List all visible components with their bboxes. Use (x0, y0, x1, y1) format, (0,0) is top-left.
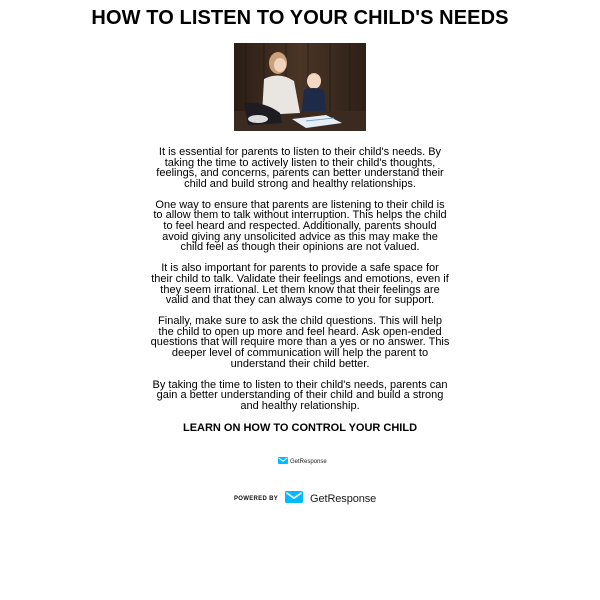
envelope-icon (278, 457, 288, 466)
getresponse-small-logo[interactable] (278, 457, 327, 466)
paragraph-talk-without-interruption: One way to ensure that parents are listening to their child is to allow them to talk without interruption. This helps the child to feel heard and respected. Additionally, parents should avoid giving any unsolicited advice as this may make the child feel as though their opinions are not valued. (153, 198, 447, 254)
paragraph-safe-space: It is also important for parents to provide a safe space for their child to talk. Validate their feelings and emotions, even if they seem irrational. Let them know that their feelings are valid and that they can always come to you for support. (151, 262, 449, 307)
getresponse-small-text: GetResponse (290, 458, 327, 465)
powered-by-badge[interactable] (234, 490, 376, 508)
hero-image (234, 43, 366, 131)
envelope-icon (285, 490, 303, 508)
powered-by-label: POWERED BY (234, 496, 279, 502)
page-title: HOW TO LISTEN TO YOUR CHILD'S NEEDS (91, 7, 509, 29)
learn-more-link[interactable]: LEARN ON HOW TO CONTROL YOUR CHILD (182, 421, 418, 434)
paragraph-conclusion: By taking the time to listen to their child's needs, parents can gain a better understanding of their child and build a strong and healthy relationship. (152, 378, 448, 412)
getresponse-brand-text: GetResponse (310, 493, 377, 505)
article-body (150, 147, 450, 411)
hero-photo (234, 43, 366, 131)
paragraph-intro: It is essential for parents to listen to their child's needs. By taking the time to actively listen to their child's thoughts, feelings, and concerns, parents can better understand their child and build strong and healthy relationships. (156, 146, 444, 190)
paragraph-ask-questions: Finally, make sure to ask the child questions. This will help the child to open up more and feel heard. Ask open-ended questions that will require more than a yes or no answer. This deeper level of communication will help the parent to understand their child better. (150, 315, 450, 370)
